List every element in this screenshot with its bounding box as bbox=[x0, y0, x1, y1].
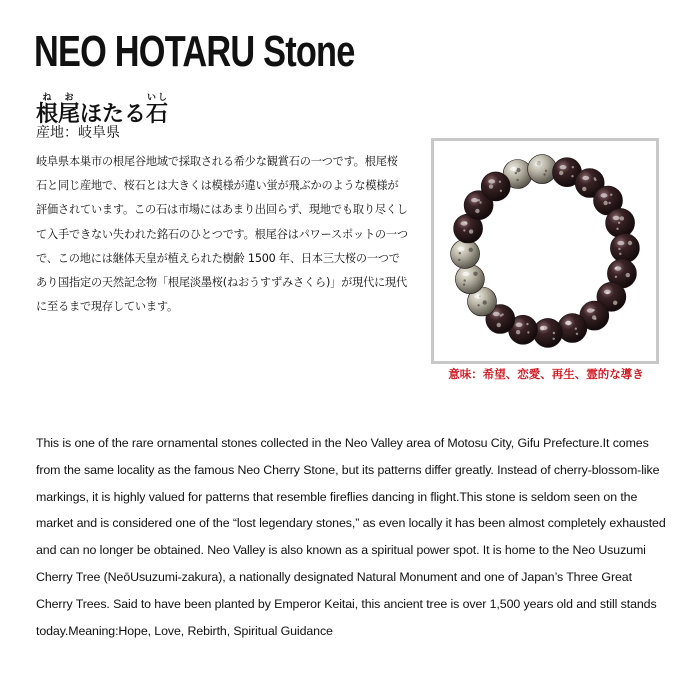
bead-speckle bbox=[618, 222, 620, 224]
bead-speckle bbox=[469, 229, 473, 233]
bead-speckle bbox=[582, 187, 586, 191]
bead bbox=[481, 172, 510, 201]
page-title: NEO HOTARU Stone bbox=[34, 27, 355, 76]
bead-speckle bbox=[516, 330, 520, 334]
title-char: 尾お bbox=[58, 93, 81, 127]
bead-speckle bbox=[572, 166, 574, 168]
meaning-caption: 意味：希望、恋愛、再生、霊的な導き bbox=[448, 367, 644, 381]
bead-speckle bbox=[497, 323, 501, 327]
bead-speckle bbox=[526, 323, 528, 325]
bracelet-illustration bbox=[434, 141, 656, 361]
bead-speckle bbox=[458, 259, 460, 261]
bead-speckle bbox=[459, 252, 461, 254]
bead-highlight bbox=[516, 323, 523, 327]
bead-speckle bbox=[489, 184, 493, 188]
bead-highlight bbox=[601, 193, 608, 197]
bead-speckle bbox=[515, 172, 517, 174]
bead-speckle bbox=[620, 216, 624, 220]
bead-speckle bbox=[618, 248, 620, 250]
bead-speckle bbox=[527, 331, 529, 333]
bead bbox=[610, 234, 639, 263]
bead-highlight bbox=[462, 272, 469, 276]
bead-speckle bbox=[576, 333, 578, 335]
bead-speckle bbox=[571, 175, 573, 177]
bead-speckle bbox=[592, 315, 596, 319]
title-char: 根ね bbox=[36, 93, 59, 127]
bead-speckle bbox=[594, 179, 596, 181]
bead-speckle bbox=[610, 194, 612, 196]
bead-speckle bbox=[608, 202, 610, 204]
bead-speckle bbox=[463, 229, 465, 231]
bead-speckle bbox=[615, 276, 617, 278]
bead-highlight bbox=[493, 312, 500, 316]
bead-speckle bbox=[479, 201, 481, 203]
bead-speckle bbox=[516, 179, 518, 181]
bead-highlight bbox=[587, 308, 594, 312]
bead-speckle bbox=[543, 173, 545, 175]
bead bbox=[533, 318, 562, 347]
bead-highlight bbox=[560, 165, 567, 169]
bead-speckle bbox=[499, 181, 501, 183]
bead-highlight bbox=[458, 247, 465, 251]
bead-highlight bbox=[582, 176, 589, 180]
title-reading: ね bbox=[36, 93, 59, 103]
bead-speckle bbox=[469, 248, 473, 252]
bead-speckle bbox=[626, 273, 630, 277]
bead-highlight bbox=[510, 167, 517, 171]
bead-highlight bbox=[535, 162, 542, 166]
bead bbox=[558, 314, 587, 343]
bead bbox=[455, 265, 484, 294]
bead-highlight bbox=[604, 290, 611, 294]
bead-speckle bbox=[477, 304, 479, 306]
bead-highlight bbox=[471, 198, 478, 202]
bead-speckle bbox=[545, 170, 547, 172]
origin-label: 産地：岐阜県 bbox=[36, 125, 120, 141]
bead-speckle bbox=[613, 301, 617, 305]
bead-speckle bbox=[628, 241, 632, 245]
bead-speckle bbox=[603, 201, 607, 205]
bead-speckle bbox=[559, 171, 563, 175]
bead-highlight bbox=[488, 179, 495, 183]
title-kana: ほたる bbox=[80, 102, 147, 127]
bead bbox=[528, 155, 557, 184]
title-reading: いし bbox=[146, 93, 169, 103]
bead-speckle bbox=[473, 272, 477, 276]
bracelet-photo bbox=[431, 138, 659, 364]
bead-speckle bbox=[483, 300, 487, 304]
bead-speckle bbox=[463, 283, 465, 285]
bead-highlight bbox=[614, 266, 621, 270]
japanese-title bbox=[36, 93, 168, 126]
bead-speckle bbox=[500, 190, 502, 192]
english-description: This is one of the rare ornamental stones collected in the Neo Valley area of Motosu City, Gifu Prefecture.It comes from the same locality as the famous Neo Cherry Stone, but its patterns differ greatly. Instead of cherry-blossom-like markings, it is highly valued for patterns that resemble fireflies dancing in flight.This stone is seldom seen on the market and is considered one of the “lost legendary stones,” as even locally it has been almost completely exhausted and can no longer be obtained. Neo Valley is also known as a spiritual power spot. It is home to the Neo Usuzumi Cherry Tree (NeōUsuzumi-zakura), a nationally designated Natural Monument and one of Japan’s Three Great Cherry Trees. Said to have been planted by Emperor Keitai, this ancient tree is over 1,500 years old and still stands today.Meaning:Hope, Love, Rebirth, Spiritual Guidance bbox=[36, 436, 666, 638]
title-reading: お bbox=[58, 93, 81, 103]
bead-highlight bbox=[565, 321, 572, 325]
bead-speckle bbox=[501, 313, 503, 315]
title-char: 石いし bbox=[146, 93, 169, 127]
bead-speckle bbox=[464, 279, 466, 281]
bead-speckle bbox=[553, 332, 555, 334]
bead-speckle bbox=[616, 228, 618, 230]
bead-highlight bbox=[475, 294, 482, 298]
bead-speckle bbox=[575, 328, 577, 330]
bead-highlight bbox=[461, 221, 468, 225]
bead-highlight bbox=[613, 216, 620, 220]
bead-highlight bbox=[540, 326, 547, 330]
bead-speckle bbox=[619, 253, 621, 255]
japanese-description: 岐阜県本巣市の根尾谷地域で採取される希少な観賞石の一つです。根尾桜石と同じ産地で、桜石とは大きくは模様が違い蛍が飛ぶかのような模様が評価されています。この石は市場にはあまり出回らず、現地でも取り尽くして入手できない失われた銘石のひとつです。根尾谷はパワースポットの一つで、この地には継体天皇が植えられた樹齢 1500 年、日本三大桜の一つであり国指定の天然記念物「根尾淡墨桜(ねおうすずみさくら)」が現代に現代に至るまで現存しています。 bbox=[36, 155, 408, 314]
bead-speckle bbox=[475, 209, 479, 213]
bead bbox=[451, 239, 480, 268]
bead-highlight bbox=[617, 241, 624, 245]
bead-speckle bbox=[553, 338, 555, 340]
